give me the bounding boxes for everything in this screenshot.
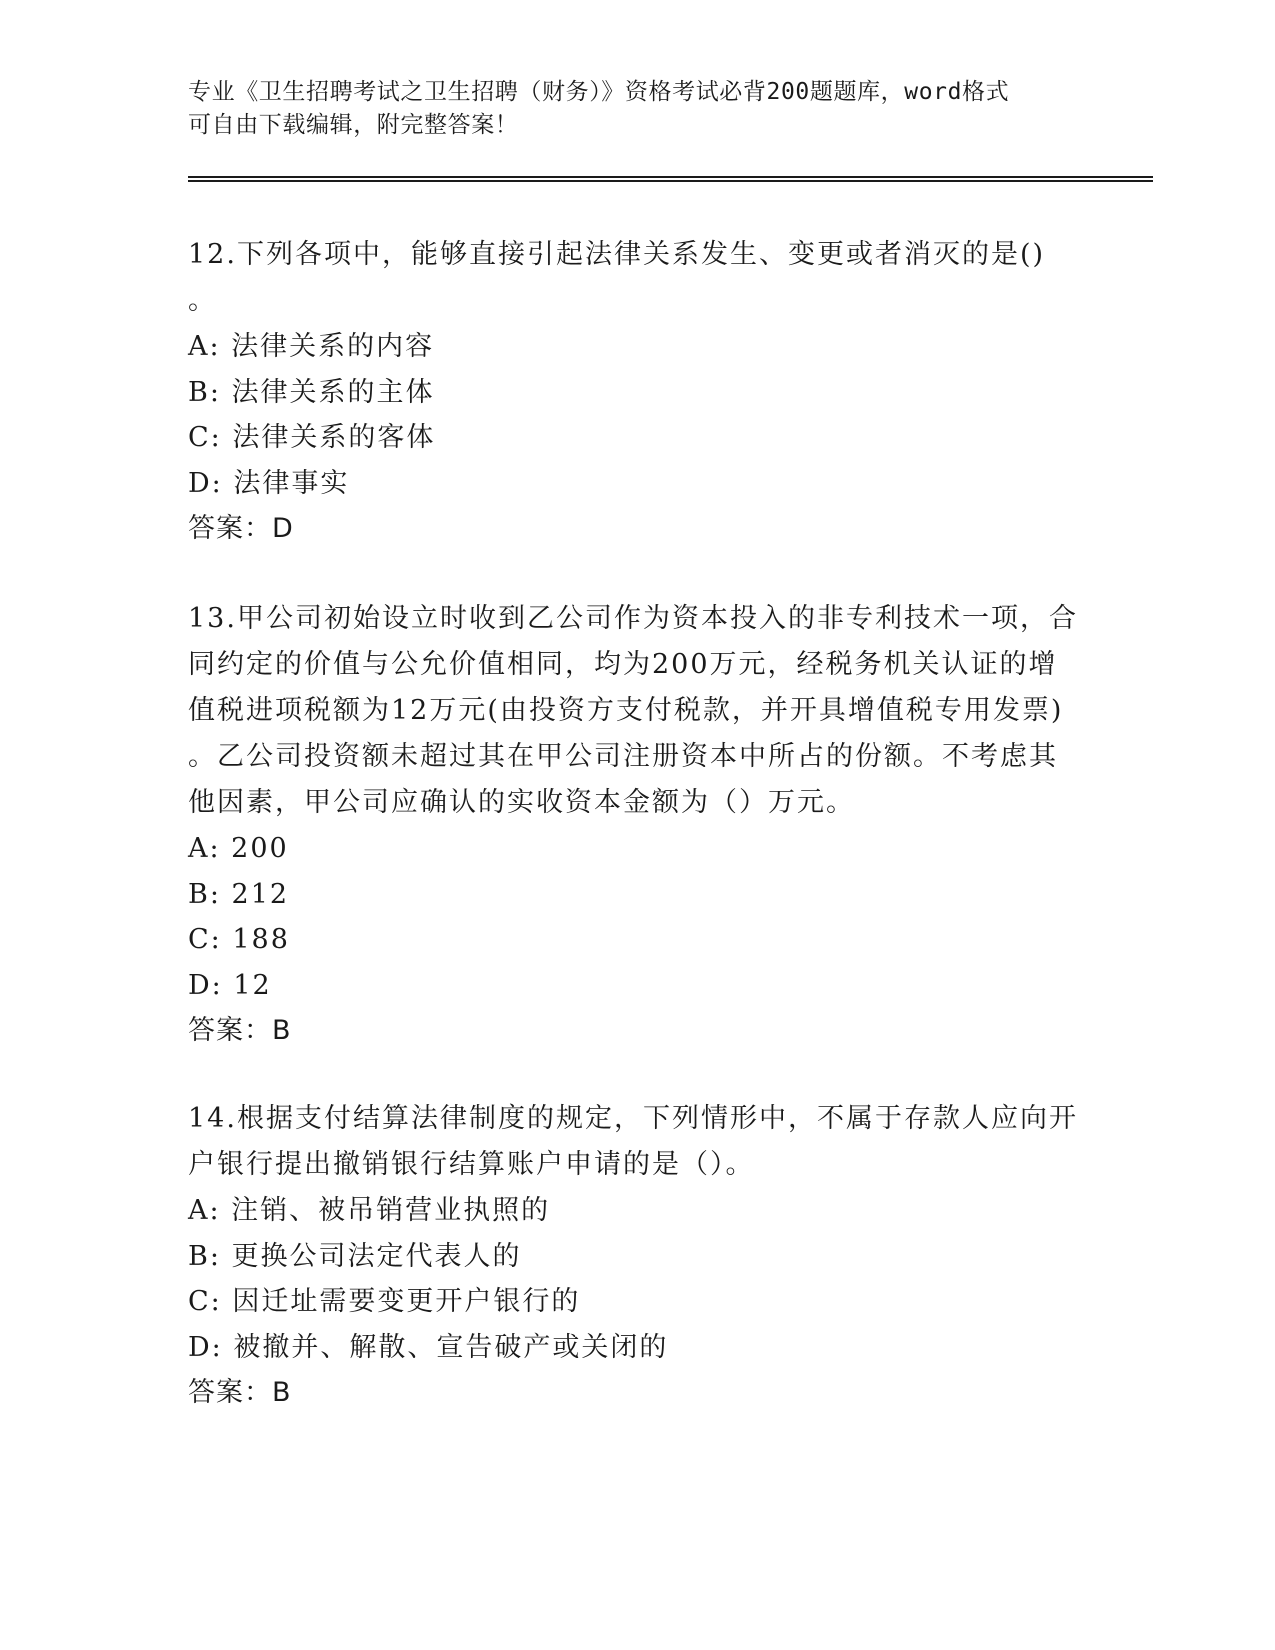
- question-12: [188, 232, 1088, 551]
- answer: 答案：D: [188, 513, 294, 544]
- option-c: C: 因迁址需要变更开户银行的: [188, 1286, 581, 1317]
- header-double-rule: [188, 176, 1153, 182]
- option-a: A: 法律关系的内容: [188, 331, 435, 362]
- option-a: A: 200: [188, 833, 289, 864]
- answer: 答案：B: [188, 1377, 292, 1408]
- question-stem: 13.甲公司初始设立时收到乙公司作为资本投入的非专利技术一项，合 同约定的价值与公允价值相同，均为200万元，经税务机关认证的增 值税进项税额为12万元(由投资方支付税款，并开具增值税专用发票) 。乙公司投资额未超过其在甲公司注册资本中所占的份额。不考虑其 他因素，甲公司应确认的实收资本金额为（）万元。: [188, 603, 1078, 818]
- option-a: A: 注销、被吊销营业执照的: [188, 1195, 551, 1226]
- option-d: D: 法律事实: [188, 467, 350, 499]
- question-stem: 12.下列各项中，能够直接引起法律关系发生、变更或者消灭的是() 。: [188, 239, 1046, 316]
- option-b: B: 更换公司法定代表人的: [188, 1240, 522, 1272]
- option-d: D: 12: [188, 969, 272, 1001]
- document-intro: 专业《卫生招聘考试之卫生招聘（财务）》资格考试必背200题题库，word格式 可自由下载编辑，附完整答案！: [188, 79, 1010, 138]
- option-c: C: 法律关系的客体: [188, 422, 436, 453]
- option-b: B: 212: [188, 878, 290, 910]
- option-b: B: 法律关系的主体: [188, 376, 435, 408]
- option-c: C: 188: [188, 924, 290, 955]
- question-13: [188, 596, 1088, 1053]
- question-stem: 14.根据支付结算法律制度的规定，下列情形中，不属于存款人应向开 户银行提出撤销银行结算账户申请的是（）。: [188, 1103, 1078, 1180]
- question-14: [188, 1096, 1088, 1415]
- answer: 答案：B: [188, 1015, 292, 1046]
- option-d: D: 被撤并、解散、宣告破产或关闭的: [188, 1331, 669, 1363]
